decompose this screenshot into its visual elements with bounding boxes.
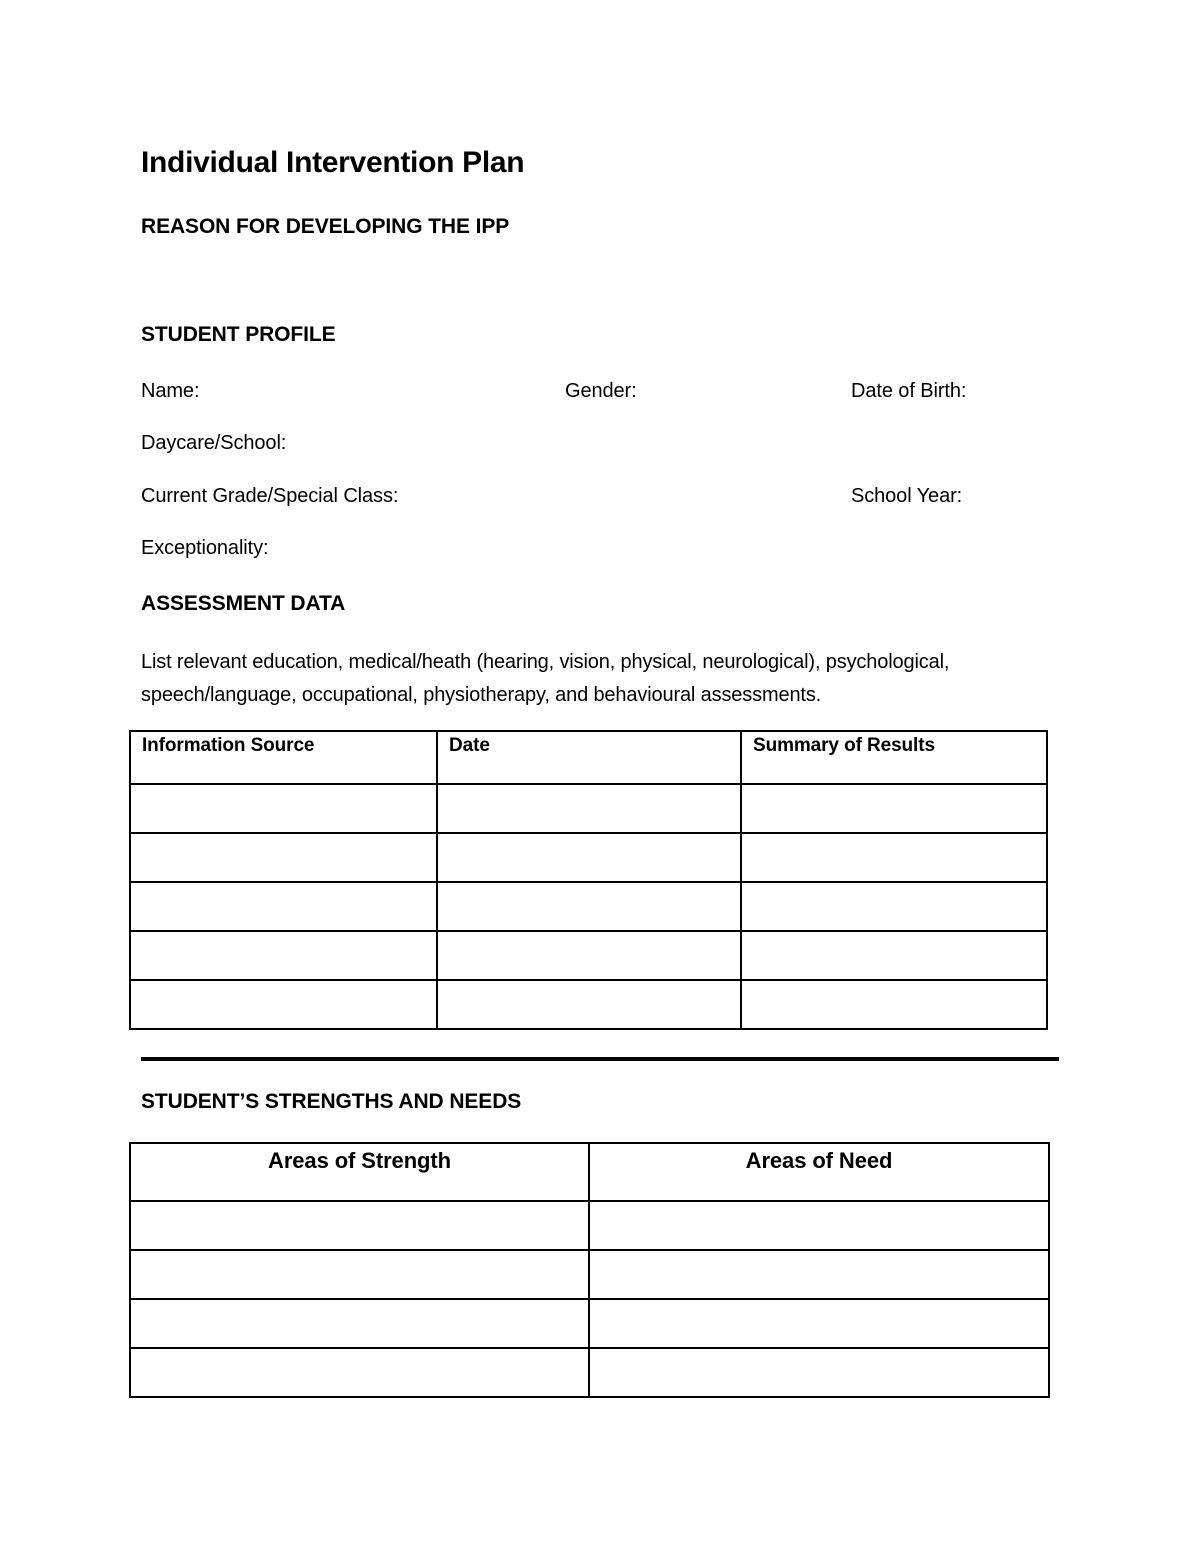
- table-row: [130, 1348, 1049, 1397]
- column-header-areas-of-need: Areas of Need: [589, 1143, 1049, 1201]
- assessment-instructions: List relevant education, medical/heath (hearing, vision, physical, neurological), psychological, speech/language, occupational, physiotherapy, and behavioural assessments.: [141, 651, 950, 706]
- table-row: [130, 1299, 1049, 1348]
- strength-cell[interactable]: [130, 1201, 589, 1250]
- strength-cell[interactable]: [130, 1299, 589, 1348]
- information-source-cell[interactable]: [130, 882, 437, 931]
- strengths-needs-heading: STUDENT’S STRENGTHS AND NEEDS: [141, 1090, 522, 1113]
- information-source-cell[interactable]: [130, 833, 437, 882]
- column-header-areas-of-strength: Areas of Strength: [130, 1143, 589, 1201]
- summary-cell[interactable]: [741, 980, 1047, 1029]
- date-cell[interactable]: [437, 882, 741, 931]
- date-cell[interactable]: [437, 980, 741, 1029]
- school-year-label: School Year:: [851, 485, 963, 507]
- column-header-summary-of-results: Summary of Results: [741, 731, 1047, 784]
- information-source-cell[interactable]: [130, 980, 437, 1029]
- table-row: [130, 882, 1047, 931]
- exceptionality-label: Exceptionality:: [141, 537, 269, 559]
- date-cell[interactable]: [437, 784, 741, 833]
- date-of-birth-label: Date of Birth:: [851, 380, 967, 402]
- column-header-information-source: Information Source: [130, 731, 437, 784]
- summary-cell[interactable]: [741, 882, 1047, 931]
- summary-cell[interactable]: [741, 931, 1047, 980]
- strengths-needs-table: [129, 1142, 1050, 1398]
- strength-cell[interactable]: [130, 1348, 589, 1397]
- daycare-school-label: Daycare/School:: [141, 432, 287, 454]
- page-title: Individual Intervention Plan: [141, 146, 525, 179]
- need-cell[interactable]: [589, 1201, 1049, 1250]
- table-header-row: [130, 731, 1047, 784]
- date-cell[interactable]: [437, 931, 741, 980]
- summary-cell[interactable]: [741, 784, 1047, 833]
- gender-label: Gender:: [565, 380, 637, 402]
- need-cell[interactable]: [589, 1299, 1049, 1348]
- section-divider: [141, 1057, 1059, 1061]
- name-label: Name:: [141, 380, 200, 402]
- table-row: [130, 931, 1047, 980]
- current-grade-label: Current Grade/Special Class:: [141, 485, 399, 507]
- table-row: [130, 1201, 1049, 1250]
- summary-cell[interactable]: [741, 833, 1047, 882]
- reason-heading: REASON FOR DEVELOPING THE IPP: [141, 215, 510, 238]
- student-profile-heading: STUDENT PROFILE: [141, 323, 336, 346]
- table-header-row: [130, 1143, 1049, 1201]
- information-source-cell[interactable]: [130, 931, 437, 980]
- information-source-cell[interactable]: [130, 784, 437, 833]
- date-cell[interactable]: [437, 833, 741, 882]
- strength-cell[interactable]: [130, 1250, 589, 1299]
- table-row: [130, 833, 1047, 882]
- column-header-date: Date: [437, 731, 741, 784]
- table-row: [130, 1250, 1049, 1299]
- need-cell[interactable]: [589, 1250, 1049, 1299]
- table-row: [130, 980, 1047, 1029]
- assessment-data-heading: ASSESSMENT DATA: [141, 592, 346, 615]
- assessment-table: [129, 730, 1048, 1030]
- need-cell[interactable]: [589, 1348, 1049, 1397]
- table-row: [130, 784, 1047, 833]
